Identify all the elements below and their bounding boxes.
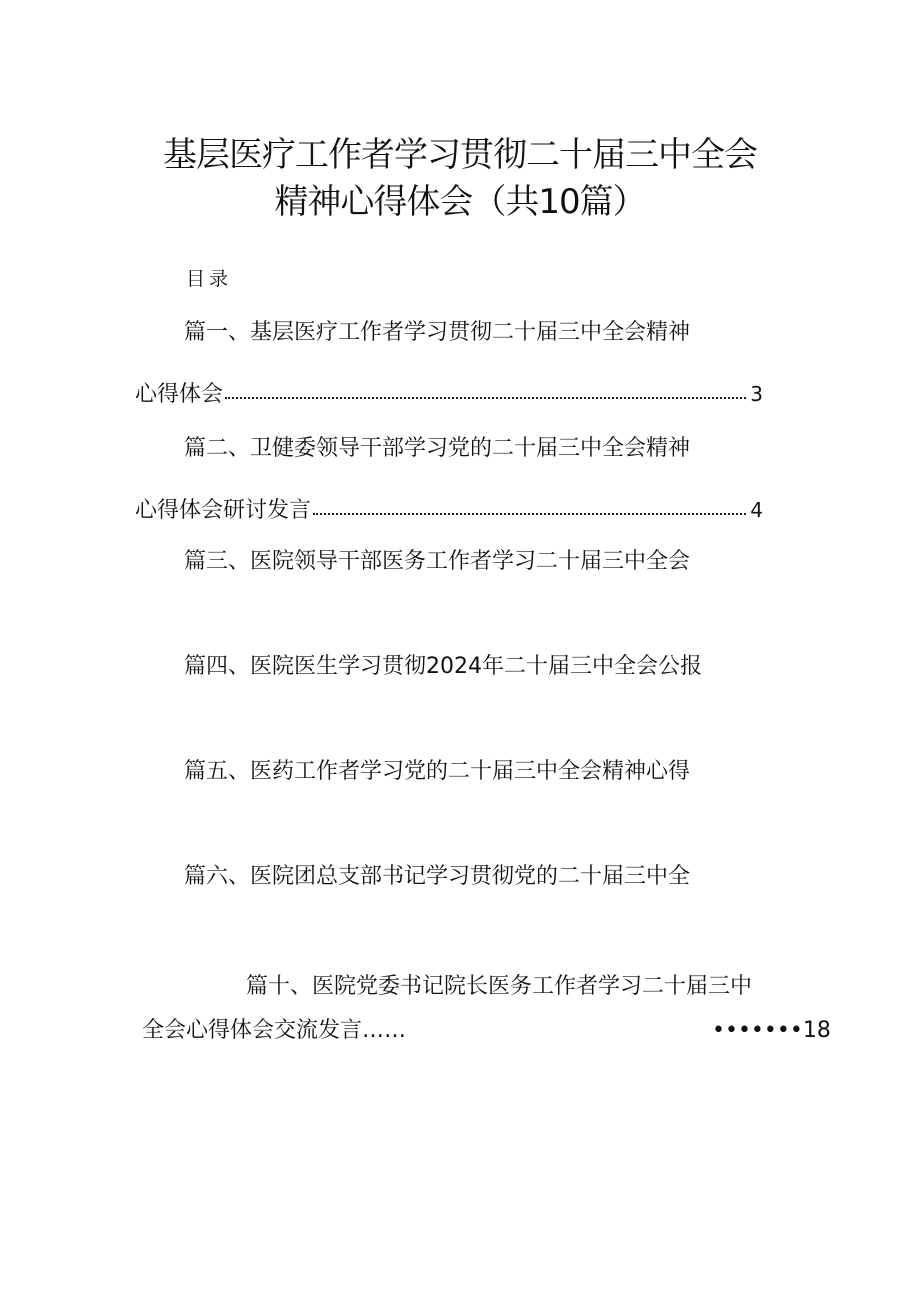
toc-entry-10-page-group (712, 1020, 831, 1042)
toc-heading: 目录 (186, 268, 233, 290)
dot-leader (313, 495, 746, 517)
toc-entry-1-title-cont: 心得体会 (135, 382, 224, 407)
dot-leader: …… (362, 1018, 407, 1043)
toc-entry-4: 篇四、医院医生学习贯彻2024年二十届三中全会公报 (184, 654, 702, 679)
toc-entry-2-title-cont: 心得体会研讨发言 (135, 498, 312, 523)
toc-entry-5: 篇五、医药工作者学习党的二十届三中全会精神心得 (184, 759, 691, 784)
toc-entry-6: 篇六、医院团总支部书记学习贯彻党的二十届三中全 (184, 864, 691, 889)
dot-leader-right: ••••••• (712, 1018, 803, 1043)
document-title-line-1: 基层医疗工作者学习贯彻二十届三中全会 (163, 135, 757, 175)
toc-entry-1-line-2 (135, 379, 763, 406)
toc-entry-2-line-1: 篇二、卫健委领导干部学习党的二十届三中全会精神 (184, 436, 691, 461)
toc-entry-1-line-1: 篇一、基层医疗工作者学习贯彻二十届三中全会精神 (184, 320, 691, 345)
toc-entry-2-line-2 (135, 495, 763, 522)
toc-entry-2-page: 4 (750, 498, 763, 522)
toc-entry-10-page: 18 (802, 1018, 831, 1043)
toc-entry-10-title-cont: 全会心得体会交流发言 (142, 1018, 363, 1043)
document-title-line-2: 精神心得体会（共10篇） (274, 182, 646, 222)
toc-entry-10-line-1: 篇十、医院党委书记院长医务工作者学习二十届三中 (246, 974, 753, 999)
toc-entry-3: 篇三、医院领导干部医务工作者学习二十届三中全会 (184, 549, 691, 574)
toc-entry-10-line-2 (142, 1020, 406, 1042)
dot-leader (225, 379, 746, 401)
toc-entry-1-page: 3 (750, 382, 763, 406)
